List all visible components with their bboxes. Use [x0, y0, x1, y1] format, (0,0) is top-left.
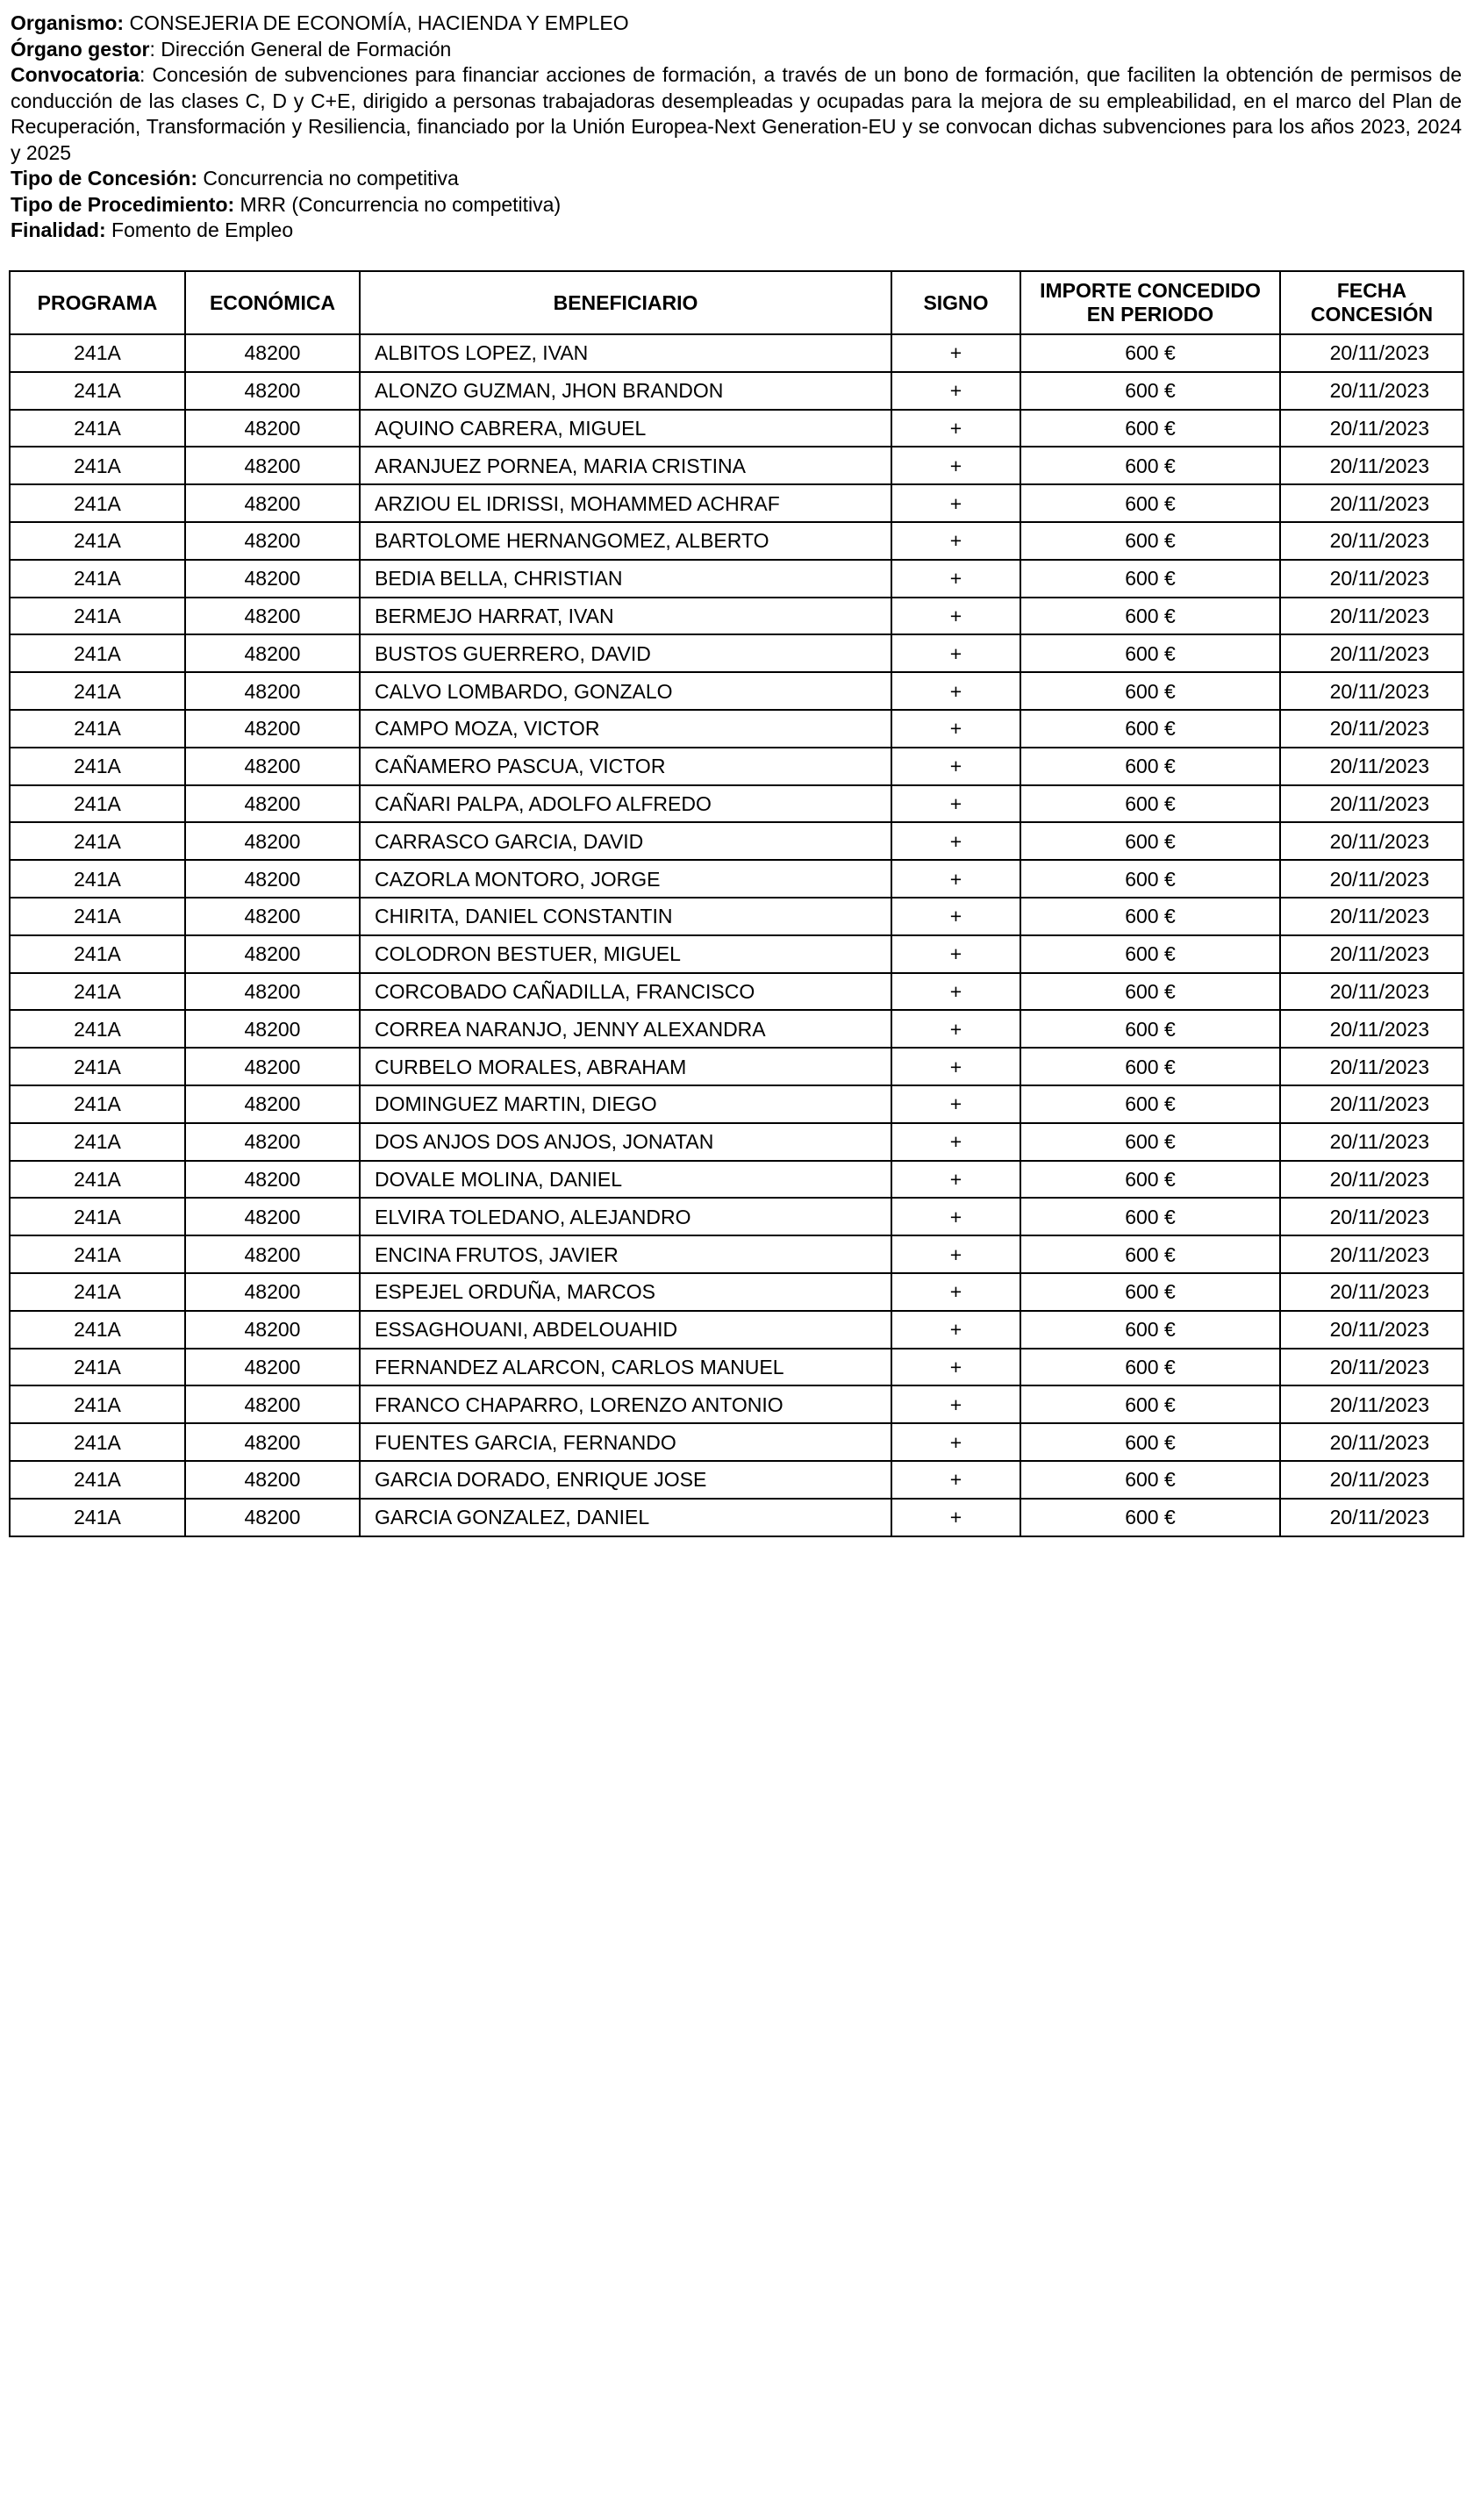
economica-cell: 48200: [185, 334, 360, 372]
beneficiario-cell: DOMINGUEZ MARTIN, DIEGO: [360, 1085, 891, 1123]
economica-cell: 48200: [185, 1311, 360, 1349]
signo-cell: +: [891, 672, 1020, 710]
programa-cell: 241A: [10, 935, 185, 973]
programa-cell: 241A: [10, 1311, 185, 1349]
programa-cell: 241A: [10, 410, 185, 447]
economica-cell: 48200: [185, 1499, 360, 1536]
beneficiario-cell: CAZORLA MONTORO, JORGE: [360, 860, 891, 898]
signo-cell: +: [891, 1048, 1020, 1085]
beneficiario-cell: CURBELO MORALES, ABRAHAM: [360, 1048, 891, 1085]
programa-cell: 241A: [10, 1499, 185, 1536]
convocatoria-line: [11, 62, 1462, 166]
signo-cell: +: [891, 634, 1020, 672]
tipo-procedimiento-line: [11, 192, 1462, 218]
economica-cell: 48200: [185, 785, 360, 823]
signo-cell: +: [891, 1311, 1020, 1349]
fecha-cell: 20/11/2023: [1280, 1010, 1463, 1048]
table-row: [10, 1349, 1463, 1386]
importe-cell: 600 €: [1020, 898, 1280, 935]
economica-cell: 48200: [185, 372, 360, 410]
table-row: [10, 710, 1463, 748]
signo-cell: +: [891, 1198, 1020, 1235]
beneficiario-cell: ARANJUEZ PORNEA, MARIA CRISTINA: [360, 447, 891, 484]
importe-cell: 600 €: [1020, 634, 1280, 672]
table-row: [10, 672, 1463, 710]
convocatoria-value: : Concesión de subvenciones para financiar acciones de formación, a través de un bono de formación, que faciliten la obtención de permisos de conducción de las clases C, D y C+E, dirigido a personas trabajadoras desempleadas y ocupadas para la mejora de su empleabilidad, en el marco del Plan de Recuperación, Transformación y Resiliencia, financiado por la Unión Europea-Next Generation-EU y se convocan dichas subvenciones para los años 2023, 2024 y 2025: [11, 63, 1462, 164]
finalidad-label: Finalidad:: [11, 218, 106, 241]
tipo-procedimiento-value: MRR (Concurrencia no competitiva): [240, 192, 562, 216]
fecha-cell: 20/11/2023: [1280, 1198, 1463, 1235]
table-row: [10, 1385, 1463, 1423]
signo-cell: +: [891, 973, 1020, 1011]
economica-cell: 48200: [185, 1461, 360, 1499]
table-row: [10, 1123, 1463, 1161]
organo-gestor-label: Órgano gestor: [11, 37, 150, 61]
fecha-cell: 20/11/2023: [1280, 1311, 1463, 1349]
table-row: [10, 748, 1463, 785]
importe-cell: 600 €: [1020, 522, 1280, 560]
programa-cell: 241A: [10, 973, 185, 1011]
column-header-programa: PROGRAMA: [10, 271, 185, 334]
importe-cell: 600 €: [1020, 822, 1280, 860]
economica-cell: 48200: [185, 1349, 360, 1386]
column-header-fecha-line2: CONCESIÓN: [1310, 303, 1434, 326]
signo-cell: +: [891, 710, 1020, 748]
table-row: [10, 860, 1463, 898]
importe-cell: 600 €: [1020, 710, 1280, 748]
document-header: [11, 11, 1462, 244]
organismo-label: Organismo:: [11, 11, 125, 34]
fecha-cell: 20/11/2023: [1280, 935, 1463, 973]
table-row: [10, 484, 1463, 522]
importe-cell: 600 €: [1020, 1085, 1280, 1123]
importe-cell: 600 €: [1020, 1423, 1280, 1461]
importe-cell: 600 €: [1020, 1235, 1280, 1273]
signo-cell: +: [891, 1010, 1020, 1048]
table-row: [10, 1311, 1463, 1349]
programa-cell: 241A: [10, 672, 185, 710]
column-header-beneficiario: BENEFICIARIO: [360, 271, 891, 334]
tipo-concesion-line: [11, 166, 1462, 192]
beneficiario-cell: ARZIOU EL IDRISSI, MOHAMMED ACHRAF: [360, 484, 891, 522]
table-row: [10, 1499, 1463, 1536]
economica-cell: 48200: [185, 1085, 360, 1123]
programa-cell: 241A: [10, 522, 185, 560]
importe-cell: 600 €: [1020, 1010, 1280, 1048]
importe-cell: 600 €: [1020, 560, 1280, 598]
economica-cell: 48200: [185, 748, 360, 785]
beneficiario-cell: CARRASCO GARCIA, DAVID: [360, 822, 891, 860]
importe-cell: 600 €: [1020, 935, 1280, 973]
signo-cell: +: [891, 1085, 1020, 1123]
programa-cell: 241A: [10, 1423, 185, 1461]
beneficiaries-table: [9, 270, 1464, 1537]
programa-cell: 241A: [10, 785, 185, 823]
economica-cell: 48200: [185, 1385, 360, 1423]
signo-cell: +: [891, 1161, 1020, 1199]
signo-cell: +: [891, 748, 1020, 785]
signo-cell: +: [891, 484, 1020, 522]
signo-cell: +: [891, 1385, 1020, 1423]
table-row: [10, 334, 1463, 372]
fecha-cell: 20/11/2023: [1280, 447, 1463, 484]
beneficiario-cell: FRANCO CHAPARRO, LORENZO ANTONIO: [360, 1385, 891, 1423]
tipo-concesion-label: Tipo de Concesión:: [11, 167, 197, 190]
fecha-cell: 20/11/2023: [1280, 484, 1463, 522]
fecha-cell: 20/11/2023: [1280, 785, 1463, 823]
importe-cell: 600 €: [1020, 785, 1280, 823]
tipo-concesion-value: Concurrencia no competitiva: [203, 167, 459, 190]
beneficiario-cell: ENCINA FRUTOS, JAVIER: [360, 1235, 891, 1273]
table-row: [10, 447, 1463, 484]
beneficiario-cell: DOS ANJOS DOS ANJOS, JONATAN: [360, 1123, 891, 1161]
beneficiario-cell: ALONZO GUZMAN, JHON BRANDON: [360, 372, 891, 410]
beneficiario-cell: CHIRITA, DANIEL CONSTANTIN: [360, 898, 891, 935]
beneficiario-cell: ESSAGHOUANI, ABDELOUAHID: [360, 1311, 891, 1349]
table-header-row: [10, 271, 1463, 334]
fecha-cell: 20/11/2023: [1280, 1161, 1463, 1199]
signo-cell: +: [891, 935, 1020, 973]
signo-cell: +: [891, 1235, 1020, 1273]
economica-cell: 48200: [185, 1161, 360, 1199]
signo-cell: +: [891, 1273, 1020, 1311]
fecha-cell: 20/11/2023: [1280, 710, 1463, 748]
signo-cell: +: [891, 334, 1020, 372]
importe-cell: 600 €: [1020, 1311, 1280, 1349]
table-row: [10, 1161, 1463, 1199]
table-row: [10, 522, 1463, 560]
fecha-cell: 20/11/2023: [1280, 598, 1463, 635]
importe-cell: 600 €: [1020, 1161, 1280, 1199]
beneficiario-cell: ELVIRA TOLEDANO, ALEJANDRO: [360, 1198, 891, 1235]
beneficiario-cell: CORCOBADO CAÑADILLA, FRANCISCO: [360, 973, 891, 1011]
finalidad-line: [11, 218, 1462, 244]
economica-cell: 48200: [185, 935, 360, 973]
programa-cell: 241A: [10, 560, 185, 598]
table-row: [10, 634, 1463, 672]
programa-cell: 241A: [10, 1385, 185, 1423]
programa-cell: 241A: [10, 1010, 185, 1048]
importe-cell: 600 €: [1020, 372, 1280, 410]
economica-cell: 48200: [185, 447, 360, 484]
signo-cell: +: [891, 785, 1020, 823]
programa-cell: 241A: [10, 372, 185, 410]
programa-cell: 241A: [10, 447, 185, 484]
programa-cell: 241A: [10, 334, 185, 372]
importe-cell: 600 €: [1020, 1198, 1280, 1235]
economica-cell: 48200: [185, 1048, 360, 1085]
programa-cell: 241A: [10, 898, 185, 935]
signo-cell: +: [891, 1423, 1020, 1461]
signo-cell: +: [891, 560, 1020, 598]
importe-cell: 600 €: [1020, 1461, 1280, 1499]
programa-cell: 241A: [10, 1461, 185, 1499]
column-header-importe-line2: EN PERIODO: [1086, 303, 1214, 326]
beneficiario-cell: FERNANDEZ ALARCON, CARLOS MANUEL: [360, 1349, 891, 1386]
fecha-cell: 20/11/2023: [1280, 898, 1463, 935]
economica-cell: 48200: [185, 1423, 360, 1461]
importe-cell: 600 €: [1020, 973, 1280, 1011]
fecha-cell: 20/11/2023: [1280, 1085, 1463, 1123]
programa-cell: 241A: [10, 484, 185, 522]
beneficiario-cell: BARTOLOME HERNANGOMEZ, ALBERTO: [360, 522, 891, 560]
programa-cell: 241A: [10, 1235, 185, 1273]
importe-cell: 600 €: [1020, 1273, 1280, 1311]
importe-cell: 600 €: [1020, 410, 1280, 447]
beneficiario-cell: ALBITOS LOPEZ, IVAN: [360, 334, 891, 372]
beneficiario-cell: AQUINO CABRERA, MIGUEL: [360, 410, 891, 447]
fecha-cell: 20/11/2023: [1280, 1461, 1463, 1499]
programa-cell: 241A: [10, 860, 185, 898]
programa-cell: 241A: [10, 1198, 185, 1235]
importe-cell: 600 €: [1020, 860, 1280, 898]
finalidad-value: Fomento de Empleo: [111, 218, 294, 241]
economica-cell: 48200: [185, 973, 360, 1011]
table-row: [10, 935, 1463, 973]
economica-cell: 48200: [185, 822, 360, 860]
signo-cell: +: [891, 898, 1020, 935]
programa-cell: 241A: [10, 1048, 185, 1085]
signo-cell: +: [891, 860, 1020, 898]
column-header-importe-line1: IMPORTE CONCEDIDO: [1040, 279, 1261, 302]
fecha-cell: 20/11/2023: [1280, 672, 1463, 710]
economica-cell: 48200: [185, 598, 360, 635]
importe-cell: 600 €: [1020, 1385, 1280, 1423]
economica-cell: 48200: [185, 634, 360, 672]
signo-cell: +: [891, 372, 1020, 410]
fecha-cell: 20/11/2023: [1280, 334, 1463, 372]
organo-gestor-value: : Dirección General de Formación: [149, 37, 452, 61]
table-row: [10, 822, 1463, 860]
importe-cell: 600 €: [1020, 334, 1280, 372]
fecha-cell: 20/11/2023: [1280, 560, 1463, 598]
column-header-importe: [1020, 271, 1280, 334]
table-row: [10, 1085, 1463, 1123]
importe-cell: 600 €: [1020, 447, 1280, 484]
table-row: [10, 973, 1463, 1011]
programa-cell: 241A: [10, 1085, 185, 1123]
beneficiario-cell: CAÑAMERO PASCUA, VICTOR: [360, 748, 891, 785]
beneficiario-cell: DOVALE MOLINA, DANIEL: [360, 1161, 891, 1199]
table-row: [10, 560, 1463, 598]
column-header-signo: SIGNO: [891, 271, 1020, 334]
table-row: [10, 1198, 1463, 1235]
table-row: [10, 1461, 1463, 1499]
table-row: [10, 598, 1463, 635]
fecha-cell: 20/11/2023: [1280, 522, 1463, 560]
economica-cell: 48200: [185, 710, 360, 748]
organo-gestor-line: [11, 37, 1462, 63]
fecha-cell: 20/11/2023: [1280, 1499, 1463, 1536]
signo-cell: +: [891, 522, 1020, 560]
column-header-fecha-line1: FECHA: [1336, 279, 1407, 302]
beneficiario-cell: FUENTES GARCIA, FERNANDO: [360, 1423, 891, 1461]
programa-cell: 241A: [10, 748, 185, 785]
column-header-fecha: [1280, 271, 1463, 334]
fecha-cell: 20/11/2023: [1280, 1423, 1463, 1461]
economica-cell: 48200: [185, 1198, 360, 1235]
beneficiario-cell: BEDIA BELLA, CHRISTIAN: [360, 560, 891, 598]
fecha-cell: 20/11/2023: [1280, 748, 1463, 785]
importe-cell: 600 €: [1020, 672, 1280, 710]
beneficiario-cell: GARCIA DORADO, ENRIQUE JOSE: [360, 1461, 891, 1499]
fecha-cell: 20/11/2023: [1280, 822, 1463, 860]
table-row: [10, 1273, 1463, 1311]
beneficiario-cell: BUSTOS GUERRERO, DAVID: [360, 634, 891, 672]
fecha-cell: 20/11/2023: [1280, 1385, 1463, 1423]
table-row: [10, 1423, 1463, 1461]
beneficiario-cell: COLODRON BESTUER, MIGUEL: [360, 935, 891, 973]
fecha-cell: 20/11/2023: [1280, 1349, 1463, 1386]
beneficiario-cell: CAMPO MOZA, VICTOR: [360, 710, 891, 748]
beneficiario-cell: CAÑARI PALPA, ADOLFO ALFREDO: [360, 785, 891, 823]
convocatoria-label: Convocatoria: [11, 63, 140, 86]
table-row: [10, 1010, 1463, 1048]
fecha-cell: 20/11/2023: [1280, 1048, 1463, 1085]
beneficiario-cell: GARCIA GONZALEZ, DANIEL: [360, 1499, 891, 1536]
importe-cell: 600 €: [1020, 1349, 1280, 1386]
signo-cell: +: [891, 1123, 1020, 1161]
programa-cell: 241A: [10, 598, 185, 635]
beneficiario-cell: BERMEJO HARRAT, IVAN: [360, 598, 891, 635]
signo-cell: +: [891, 822, 1020, 860]
programa-cell: 241A: [10, 1349, 185, 1386]
fecha-cell: 20/11/2023: [1280, 410, 1463, 447]
organismo-line: [11, 11, 1462, 37]
fecha-cell: 20/11/2023: [1280, 1235, 1463, 1273]
table-row: [10, 372, 1463, 410]
programa-cell: 241A: [10, 634, 185, 672]
fecha-cell: 20/11/2023: [1280, 860, 1463, 898]
fecha-cell: 20/11/2023: [1280, 1123, 1463, 1161]
importe-cell: 600 €: [1020, 1123, 1280, 1161]
fecha-cell: 20/11/2023: [1280, 1273, 1463, 1311]
fecha-cell: 20/11/2023: [1280, 372, 1463, 410]
beneficiario-cell: CORREA NARANJO, JENNY ALEXANDRA: [360, 1010, 891, 1048]
economica-cell: 48200: [185, 1010, 360, 1048]
economica-cell: 48200: [185, 560, 360, 598]
economica-cell: 48200: [185, 522, 360, 560]
table-row: [10, 410, 1463, 447]
signo-cell: +: [891, 410, 1020, 447]
fecha-cell: 20/11/2023: [1280, 973, 1463, 1011]
table-row: [10, 1048, 1463, 1085]
table-body: [10, 334, 1463, 1536]
beneficiario-cell: CALVO LOMBARDO, GONZALO: [360, 672, 891, 710]
programa-cell: 241A: [10, 1273, 185, 1311]
signo-cell: +: [891, 447, 1020, 484]
signo-cell: +: [891, 1349, 1020, 1386]
importe-cell: 600 €: [1020, 1499, 1280, 1536]
importe-cell: 600 €: [1020, 598, 1280, 635]
economica-cell: 48200: [185, 1123, 360, 1161]
economica-cell: 48200: [185, 898, 360, 935]
tipo-procedimiento-label: Tipo de Procedimiento:: [11, 192, 235, 216]
programa-cell: 241A: [10, 1123, 185, 1161]
economica-cell: 48200: [185, 860, 360, 898]
economica-cell: 48200: [185, 672, 360, 710]
table-row: [10, 785, 1463, 823]
table-row: [10, 898, 1463, 935]
economica-cell: 48200: [185, 484, 360, 522]
importe-cell: 600 €: [1020, 1048, 1280, 1085]
table-row: [10, 1235, 1463, 1273]
programa-cell: 241A: [10, 710, 185, 748]
programa-cell: 241A: [10, 822, 185, 860]
organismo-value: CONSEJERIA DE ECONOMÍA, HACIENDA Y EMPLEO: [129, 11, 629, 34]
economica-cell: 48200: [185, 1273, 360, 1311]
economica-cell: 48200: [185, 410, 360, 447]
importe-cell: 600 €: [1020, 748, 1280, 785]
programa-cell: 241A: [10, 1161, 185, 1199]
signo-cell: +: [891, 1461, 1020, 1499]
beneficiario-cell: ESPEJEL ORDUÑA, MARCOS: [360, 1273, 891, 1311]
economica-cell: 48200: [185, 1235, 360, 1273]
signo-cell: +: [891, 1499, 1020, 1536]
importe-cell: 600 €: [1020, 484, 1280, 522]
signo-cell: +: [891, 598, 1020, 635]
fecha-cell: 20/11/2023: [1280, 634, 1463, 672]
column-header-economica: ECONÓMICA: [185, 271, 360, 334]
